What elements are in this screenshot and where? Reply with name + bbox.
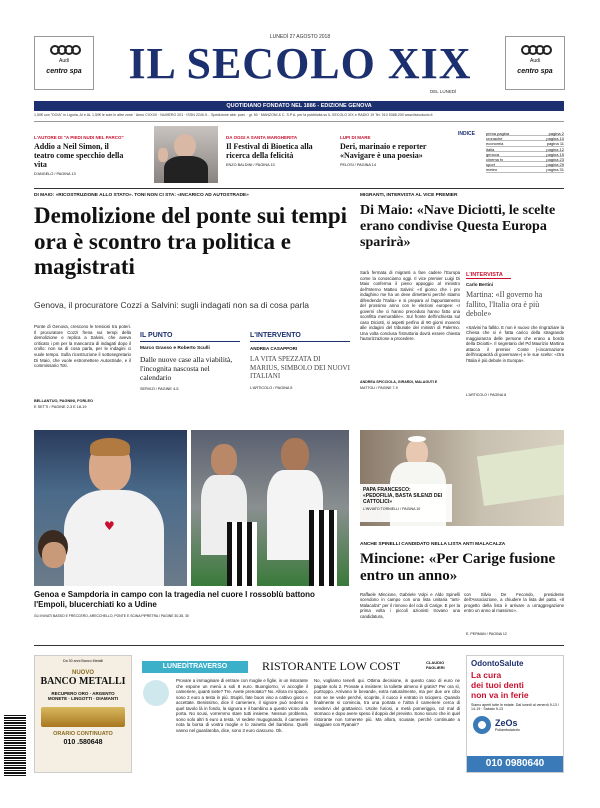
banco-phone: 010 .580648 — [63, 739, 103, 746]
ad-dealer: centro spa — [517, 68, 553, 75]
audi-rings-icon — [506, 45, 564, 55]
intervista-label: L'INTERVISTA — [466, 272, 511, 279]
masthead-sub: DEL LUNEDÌ — [430, 89, 457, 94]
il-punto-box[interactable] — [140, 332, 240, 412]
intervento-label: L'INTERVENTO — [250, 332, 350, 342]
strip-title: Addio a Neil Simon, il teatro come specchio della vita — [34, 142, 124, 169]
dimaio-byline: ANDREA SPICCIOLA, GIRARDI, MALAGUTI E — [360, 380, 438, 384]
strip-byline: D'ANGELO / PAGINA 13 — [34, 172, 76, 176]
lunedi-col1: Provare a immaginare di entrare con moglie e figlie, in un ristorante che espone un menù a soli 8 euro. Buongiorno, vi accoglie il cameriere, quanti siete? Tre. Avete prenotato? No. Allora mi spiace, sono 2 euro a testa in più. Stupiti, fate buon viso a cattivo gioco e accettate. Benissimo, dice il cameriere, il signore può sedersi a quel tavolo là in fondo, la signora e il bambino a questo vicino alla porta. No scusi, vorremmo stare tutti insieme. Nessun problema, sono solo altri 5 euro a testa. Vi sedete mugugnando, il cameriere nota la borsa di vostra moglie e lo zainetto del bambino. Quelli vanno nel guardaroba, dice, sono 3 euro ciascuno. Ok. — [176, 678, 308, 733]
banco-open: ORARIO CONTINUATO — [53, 731, 113, 737]
il-punto-author: Marco Grasso e Roberto Sculli — [140, 346, 210, 351]
gold-bars-icon — [41, 707, 125, 727]
intervista-box[interactable] — [466, 272, 564, 412]
masthead[interactable]: IL SECOLO XIX — [128, 39, 472, 88]
strip-byline: ENZO BALDINI / PAGINA 13 — [226, 163, 275, 167]
index-row[interactable]: sport pagina 29 — [486, 162, 564, 168]
top-strip-item-neil-simon[interactable] — [34, 135, 124, 176]
audi-rings-icon — [35, 45, 93, 55]
ad-dealer: centro spa — [46, 68, 82, 75]
odonto-line1: La cura — [471, 670, 502, 680]
banco-line2: MONETE · LINGOTTI · DIAMANTI — [47, 696, 119, 701]
intervento-byline: L'ARTICOLO / PAGINA 5 — [250, 385, 293, 390]
pope-byline: L'INVIATO TORNIELLI / PAGINA 10 — [363, 507, 421, 511]
il-punto-byline: SERVIZI / PAGINE 4-5 — [140, 387, 179, 391]
intervista-title: Martina: «Il governo ha fallito, l'Italia ora è più debole» — [466, 290, 543, 318]
pope-caption-2: «PEDOFILIA, BASTA SILENZI DEI CATTOLICI» — [363, 493, 443, 505]
mincione-headline[interactable]: Mincione: «Per Carige fusione entro un anno» — [360, 551, 556, 584]
banco-brand: BANCO METALLI — [40, 676, 126, 687]
strip-title: Il Festival di Bioetica alla ricerca della felicità — [226, 142, 313, 160]
index-row[interactable]: prima pagina pagina 2 — [486, 131, 564, 136]
football-photo-left — [34, 430, 187, 586]
moon-illustration-icon — [143, 680, 169, 706]
odonto-phone: 010 0980640 — [467, 756, 563, 772]
pope-caption-box[interactable] — [360, 484, 452, 522]
banco-metalli-ad[interactable] — [34, 655, 132, 773]
lead-headline[interactable]: Demolizione del ponte sui tempi ora è scontro tra politica e magistrati — [34, 203, 348, 279]
football-headline[interactable]: Genoa e Sampdoria in campo con la tragedia nel cuore I rossoblù battono l'Empoli, blucerchiati ko a Udine — [34, 590, 315, 609]
lunedi-author: CLAUDIO PAGLIERI — [426, 660, 445, 670]
football-byline: GLI INVIATI BASSO E FRECCERO, ARECCHELLO, PONTE E SCINA PIPRETRA / PAGINE 30-35, 30 — [34, 614, 189, 618]
index-row[interactable]: cinema tv pagina 23 — [486, 156, 564, 162]
tagline-bar: QUOTIDIANO FONDATO NEL 1886 - EDIZIONE GENOVA — [34, 101, 564, 111]
banco-pre: NUOVO — [71, 670, 94, 676]
zeos-sub: Poliambulatorio — [495, 727, 520, 732]
top-strip-item-deri[interactable] — [340, 135, 452, 167]
index-row[interactable]: cronache pagina 10 — [486, 136, 564, 142]
price-line: 1,50€ con "DOIA" in Liguria, AI e AL 1,50€ le sole in altre zone · Anno CXXXII · NUMERO 201 · ISSN 2240-9... Spedizione abb. post. · gr. 50 · MANZONI & C. S.P.A. per la pubblicità su IL SECOLO XIX e RADIO 19 Tel. 010 5388.200 www.ilsecoloxix.it — [34, 113, 433, 117]
strip-byline: PELOSI / PAGINA 14 — [340, 163, 377, 167]
heart-icon: ♥ — [104, 519, 115, 533]
mincione-kicker: ANCHE SPINELLI CANDIDATO NELLA LISTA ANTI MALACALZA — [360, 542, 506, 547]
ad-right-audi[interactable] — [505, 36, 565, 90]
index-row[interactable]: meteo pagina 31 — [486, 167, 564, 173]
strip-kicker: DA OGGI A SANTA MARGHERITA — [226, 135, 298, 140]
banco-top: Da 30 anni Banco Metalli — [63, 659, 103, 663]
strip-title: Deri, marinaio e reporter «Navigare è una poesia» — [340, 142, 427, 160]
odonto-line3: non va in ferie — [471, 690, 529, 700]
intervista-author: Carlo Bertini — [466, 282, 494, 287]
odonto-brand: OdontoSalute — [471, 659, 524, 668]
strip-kicker: LUPI DI MARE — [340, 135, 371, 140]
banco-line1: RECUPERO ORO · ARGENTO — [51, 691, 115, 696]
lunedi-col2: No, vogliamo tenerli qui. Ottima decisione, in questo caso di euro ne pagate solo 2. Provate a insistere: la toilette almeno è gratis? Per ora sì, purtroppo. Arrivano le bevande, extra naturalmente, ma per due ore cibo non se ne vede perché, scoprite, il cuoco è entrato in sciopero. Quando finalmente si comincia, tra una portata e l'altra il cameriere cerca di vendervi del grattavinci. Uscite furiosi, a metà pomeriggio, col mal di stomaco e dopo avere speso il doppio del previsto. Sono sicuro che in quel ristorante non tornerete più. Ma allora, scusate, perché continuate a viaggiare con Ryanair? — [314, 678, 460, 727]
intervento-title: LA VITA SPEZZATA DI MARIUS, SIMBOLO DEI NUOVI ITALIANI — [250, 355, 350, 380]
index-list — [486, 131, 564, 173]
issue-date: LUNEDÌ 27 AGOSTO 2018 — [269, 34, 331, 40]
odontosalute-ad[interactable] — [466, 655, 564, 773]
intervento-box[interactable] — [250, 332, 350, 412]
dimaio-kicker: MIGRANTI, INTERVISTA AL VICE PREMIER — [360, 193, 458, 198]
lead-deck: Genova, il procuratore Cozzi a Salvini: sugli indagati non sa di cosa parla — [34, 300, 309, 310]
intervista-byline: L'ARTICOLO / PAGINA 8 — [466, 392, 507, 397]
index-title: INDICE — [458, 131, 475, 137]
lead-kicker: DI MAIO: «RICOSTRUZIONE ALLO STATO». TONI NON CI STA: «INCARICO AD AUTOSTRADE» — [34, 193, 249, 198]
lead-pages: E SETTI / PAGINE 2-3 E 18-19 — [34, 405, 87, 409]
odonto-line2: dei tuoi denti — [471, 680, 524, 690]
strip-kicker: L'AUTORE DI "A PIEDI NUDI NEL PARCO" — [34, 135, 124, 140]
index-row[interactable]: genova pagina 15 — [486, 151, 564, 157]
neil-simon-photo — [154, 126, 218, 183]
odonto-note: Siamo aperti tutte le estate. Dal lunedì al venerdì 9-13 / 14-19 · Sabato 9-13 — [471, 703, 559, 712]
intervista-body: «Salvini ha fallito. E non è nuovo che ringraziare la Chiesa che si è fatta carico della stragrande maggioranza delle persone che erano a bordo della Diciotti». Il segretario del Pd Maurizio Martina attacca il premier Conte («incarnazione dell'incapacità di governare») e le sue scelte: «Ora l'Italia è più debole in Europa». — [466, 324, 564, 363]
mincione-byline: E. PERMAN / PAGINA 12 — [466, 632, 507, 636]
pope-caption-1: PAPA FRANCESCO: — [363, 487, 411, 493]
lunedi-title[interactable]: RISTORANTE LOW COST — [262, 659, 401, 673]
zeos-brand: ZeOs — [495, 717, 518, 728]
dimaio-pages: MATTOLI / PAGINE 7-9 — [360, 386, 398, 390]
il-punto-title: Dalle nuove case alla viabilità, l'incognita nascosta nel calendario — [140, 355, 233, 382]
top-strip-item-bioetica[interactable] — [226, 135, 336, 167]
ad-brand: Audi — [58, 58, 69, 64]
index-box — [458, 131, 564, 181]
dimaio-body: Sarà fermata di migranti a fare cadere l'Europa come la conosciamo oggi. Il vice premier Luigi Di Maio conferma il pieno appoggio al ministro dell'Interno Matteo Salvini: «Il giorno che i pm indaghino me ha un deve dimettersi perché stiamo difendendo l'Italia» e si prepara al l'appuntamento del prossimo anno con le elezioni europee: «I governi che ci hanno preceduto hanno fatto una sconfitta memorabile». Sul fronte dell'inchiesta sul caso Diciotti, si aspetti perfino di 90 giorni moversi alle indagini del tribunale dei ministri di Palermo. Una volta conclusa l'istruttoria dovrà essere chiesta l'autorizzazione a procedere. — [360, 270, 460, 341]
lead-byline: BELLANTUO, PAGNINI, FORLEO — [34, 399, 93, 403]
mincione-body-left: Raffaele Mincione, Gabriele Volpi e Aldo Spinelli scendono in campo con una lista unitaria "anti-Malacalza" per il rinnovo del cda di Carige. E per la prima volta i piccoli azionisti trovano una candidatura, — [360, 592, 460, 619]
lunedi-label: LUNEDÌTRAVERSO — [142, 661, 248, 673]
intervento-author: ANDREA CASAPPORI — [250, 346, 298, 351]
dimaio-headline[interactable]: Di Maio: «Nave Diciotti, le scelte erano condivise Questa Europa sparirà» — [360, 203, 556, 250]
ad-left-audi[interactable] — [34, 36, 94, 90]
index-row[interactable]: economia pagina 11 — [486, 141, 564, 147]
lead-body: Ponte di Genova, crescono le tensioni tra poteri. Il procuratore Cozzi frena sui tempi della demolizione e replica a Salvini, che aveva criticato i pm per la mancanza di indagati dopo il crollo: non sa di cosa parla, per le indagini ci vuole tempo. Sulla ricostruzione il sottosegretario Di Maio, che vuole estromettere Autostrade, e il commissario Toti. — [34, 324, 131, 369]
mincione-body-right: con Silvio De Fecondo, presidente dell'Associazione, a chiudere la lista del patto. «Il progetto della lista è arrivare a un'aggregazione entro un anno al massimo». — [464, 592, 564, 614]
index-row[interactable]: italia pagina 12 — [486, 146, 564, 152]
football-photo-right — [191, 430, 349, 586]
ad-brand: Audi — [529, 58, 540, 64]
barcode-icon — [4, 714, 26, 776]
zeos-flower-icon — [473, 716, 491, 734]
il-punto-label: IL PUNTO — [140, 332, 240, 342]
